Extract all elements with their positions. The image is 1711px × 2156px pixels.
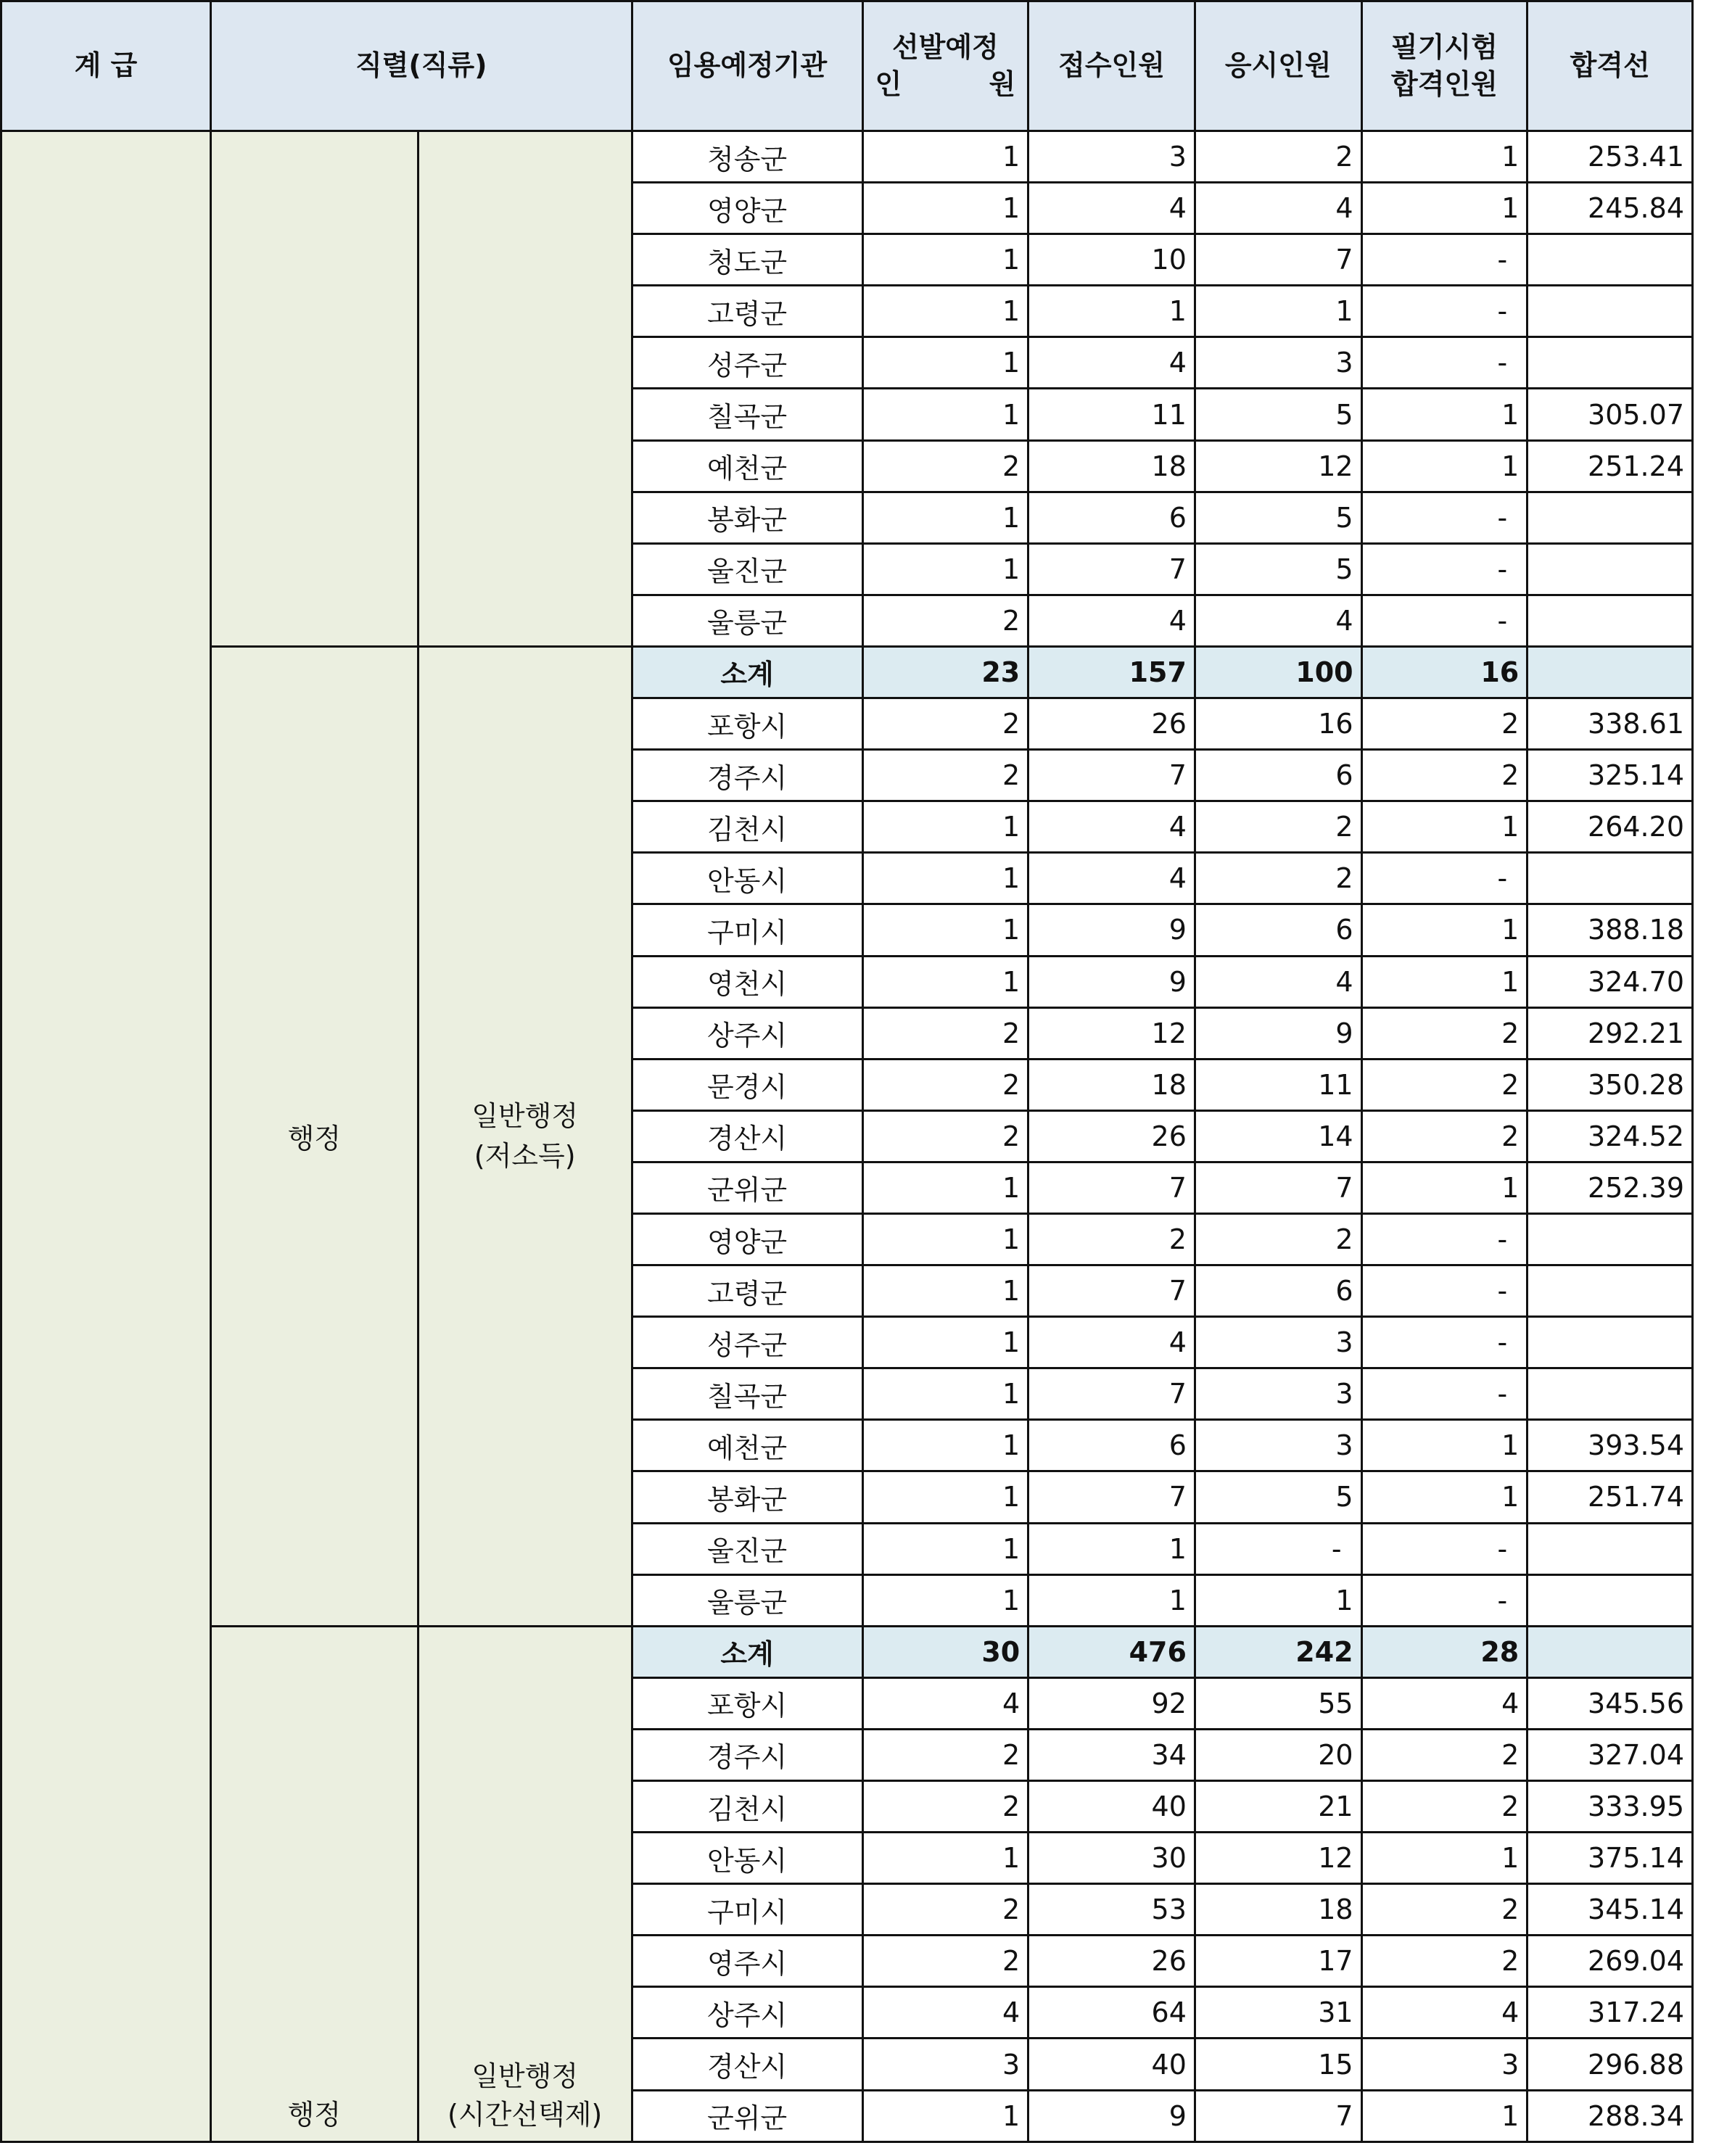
applied-cell: 1 (1028, 1523, 1195, 1574)
cutoff-cell: 393.54 (1527, 1420, 1693, 1471)
agency-cell: 군위군 (632, 1162, 862, 1213)
attended-cell: 5 (1195, 543, 1361, 595)
passed-cell: 1 (1361, 1420, 1527, 1471)
applied-cell: 12 (1028, 1007, 1195, 1059)
planned-cell: 1 (862, 2090, 1028, 2141)
applied-cell: 4 (1028, 853, 1195, 904)
header-cutoff: 합격선 (1527, 1, 1693, 131)
planned-cell: 1 (862, 389, 1028, 440)
planned-cell: 1 (862, 1317, 1028, 1368)
header-grade: 계 급 (1, 1, 211, 131)
planned-cell: 1 (862, 801, 1028, 853)
applied-cell: 9 (1028, 904, 1195, 956)
subtotal-passed: 28 (1361, 1626, 1527, 1677)
attended-cell: 3 (1195, 1420, 1361, 1471)
cutoff-cell: 375.14 (1527, 1833, 1693, 1884)
attended-cell: 4 (1195, 595, 1361, 646)
cutoff-cell (1527, 234, 1693, 286)
planned-cell: 1 (862, 1471, 1028, 1523)
attended-cell: 3 (1195, 337, 1361, 389)
subtotal-attended: 242 (1195, 1626, 1361, 1677)
cutoff-cell: 245.84 (1527, 183, 1693, 234)
cutoff-cell: 251.24 (1527, 440, 1693, 492)
agency-cell: 영주시 (632, 1936, 862, 1987)
applied-cell: 40 (1028, 2039, 1195, 2090)
planned-cell: 2 (862, 595, 1028, 646)
header-series: 직렬(직류) (210, 1, 632, 131)
agency-cell: 울릉군 (632, 595, 862, 646)
subtotal-row (1, 1626, 1693, 1677)
subseries-line2: (시간선택제) (448, 2099, 603, 2131)
cutoff-cell: 296.88 (1527, 2039, 1693, 2090)
planned-cell: 1 (862, 131, 1028, 183)
header-planned-line2 (871, 66, 1021, 103)
agency-cell: 상주시 (632, 1007, 862, 1059)
planned-cell: 1 (862, 183, 1028, 234)
cutoff-cell: 269.04 (1527, 1936, 1693, 1987)
applied-cell: 53 (1028, 1884, 1195, 1936)
cutoff-cell: 305.07 (1527, 389, 1693, 440)
passed-cell: 1 (1361, 131, 1527, 183)
subtotal-row (1, 646, 1693, 698)
series-cell: 행정 (210, 1626, 418, 2141)
planned-cell: 2 (862, 1007, 1028, 1059)
passed-cell: - (1361, 1265, 1527, 1317)
attended-cell: 6 (1195, 1265, 1361, 1317)
applied-cell: 26 (1028, 1936, 1195, 1987)
cutoff-cell: 324.52 (1527, 1110, 1693, 1162)
cutoff-cell: 324.70 (1527, 956, 1693, 1007)
planned-cell: 4 (862, 1677, 1028, 1729)
passed-cell: - (1361, 543, 1527, 595)
applied-cell: 34 (1028, 1729, 1195, 1780)
subseries-line1: 일반행정 (471, 1099, 579, 1132)
agency-cell: 울릉군 (632, 1574, 862, 1626)
series-cell (210, 131, 418, 647)
cutoff-cell (1527, 1213, 1693, 1265)
passed-cell: 1 (1361, 183, 1527, 234)
grade-cell (1, 131, 211, 2142)
attended-cell: 14 (1195, 1110, 1361, 1162)
agency-cell: 봉화군 (632, 492, 862, 543)
applied-cell: 6 (1028, 1420, 1195, 1471)
passed-cell: - (1361, 337, 1527, 389)
passed-cell: 1 (1361, 389, 1527, 440)
agency-cell: 영양군 (632, 1213, 862, 1265)
agency-cell: 성주군 (632, 1317, 862, 1368)
cutoff-cell: 325.14 (1527, 750, 1693, 801)
planned-cell: 1 (862, 1265, 1028, 1317)
agency-cell: 경산시 (632, 1110, 862, 1162)
planned-cell: 1 (862, 1420, 1028, 1471)
applied-cell: 18 (1028, 440, 1195, 492)
cutoff-cell (1527, 1265, 1693, 1317)
passed-cell: - (1361, 853, 1527, 904)
agency-cell: 경산시 (632, 2039, 862, 2090)
passed-cell: 1 (1361, 1162, 1527, 1213)
agency-cell: 고령군 (632, 1265, 862, 1317)
planned-cell: 1 (862, 956, 1028, 1007)
attended-cell: 2 (1195, 131, 1361, 183)
cutoff-cell (1527, 853, 1693, 904)
attended-cell: 20 (1195, 1729, 1361, 1780)
cutoff-cell: 345.56 (1527, 1677, 1693, 1729)
applied-cell: 7 (1028, 1162, 1195, 1213)
cutoff-cell: 327.04 (1527, 1729, 1693, 1780)
applied-cell: 7 (1028, 543, 1195, 595)
attended-cell: 15 (1195, 2039, 1361, 2090)
applied-cell: 92 (1028, 1677, 1195, 1729)
header-attended: 응시인원 (1195, 1, 1361, 131)
applied-cell: 1 (1028, 286, 1195, 337)
passed-cell: - (1361, 234, 1527, 286)
attended-cell: 12 (1195, 1833, 1361, 1884)
planned-cell: 1 (862, 543, 1028, 595)
agency-cell: 예천군 (632, 440, 862, 492)
cutoff-cell (1527, 1523, 1693, 1574)
passed-cell: 1 (1361, 440, 1527, 492)
header-applied: 접수인원 (1028, 1, 1195, 131)
header-planned-line2b: 원 (989, 68, 1016, 100)
applied-cell: 1 (1028, 1574, 1195, 1626)
passed-cell: 2 (1361, 1729, 1527, 1780)
passed-cell: - (1361, 1317, 1527, 1368)
planned-cell: 2 (862, 1781, 1028, 1833)
passed-cell: 1 (1361, 2090, 1527, 2141)
applied-cell: 40 (1028, 1781, 1195, 1833)
passed-cell: 1 (1361, 1471, 1527, 1523)
applied-cell: 3 (1028, 131, 1195, 183)
subtotal-label: 소계 (632, 646, 862, 698)
planned-cell: 1 (862, 1213, 1028, 1265)
planned-cell: 2 (862, 1059, 1028, 1110)
planned-cell: 2 (862, 1729, 1028, 1780)
attended-cell: 7 (1195, 234, 1361, 286)
attended-cell: 6 (1195, 904, 1361, 956)
attended-cell: 1 (1195, 286, 1361, 337)
agency-cell: 김천시 (632, 1781, 862, 1833)
applied-cell: 9 (1028, 956, 1195, 1007)
planned-cell: 2 (862, 1936, 1028, 1987)
cutoff-cell (1527, 1368, 1693, 1420)
cutoff-cell: 338.61 (1527, 698, 1693, 750)
agency-cell: 포항시 (632, 698, 862, 750)
subtotal-applied: 476 (1028, 1626, 1195, 1677)
cutoff-cell (1527, 1317, 1693, 1368)
agency-cell: 고령군 (632, 286, 862, 337)
subseries-cell (418, 131, 632, 647)
attended-cell: - (1195, 1523, 1361, 1574)
agency-cell: 예천군 (632, 1420, 862, 1471)
planned-cell: 1 (862, 1368, 1028, 1420)
agency-cell: 문경시 (632, 1059, 862, 1110)
passed-cell: 2 (1361, 1059, 1527, 1110)
subtotal-passed: 16 (1361, 646, 1527, 698)
planned-cell: 2 (862, 750, 1028, 801)
planned-cell: 1 (862, 286, 1028, 337)
applied-cell: 2 (1028, 1213, 1195, 1265)
cutoff-cell (1527, 595, 1693, 646)
subtotal-cutoff (1527, 1626, 1693, 1677)
attended-cell: 4 (1195, 183, 1361, 234)
agency-cell: 울진군 (632, 1523, 862, 1574)
attended-cell: 1 (1195, 1574, 1361, 1626)
applied-cell: 7 (1028, 1265, 1195, 1317)
passed-cell: - (1361, 1574, 1527, 1626)
applied-cell: 7 (1028, 1471, 1195, 1523)
agency-cell: 경주시 (632, 1729, 862, 1780)
passed-cell: 2 (1361, 1884, 1527, 1936)
agency-cell: 구미시 (632, 1884, 862, 1936)
cutoff-cell (1527, 337, 1693, 389)
subseries-cell (418, 1626, 632, 2141)
attended-cell: 11 (1195, 1059, 1361, 1110)
applied-cell: 4 (1028, 595, 1195, 646)
passed-cell: 2 (1361, 750, 1527, 801)
passed-cell: 3 (1361, 2039, 1527, 2090)
subseries-line1: 일반행정 (471, 2060, 579, 2093)
planned-cell: 1 (862, 904, 1028, 956)
passed-cell: 1 (1361, 904, 1527, 956)
planned-cell: 4 (862, 1987, 1028, 2039)
planned-cell: 1 (862, 853, 1028, 904)
attended-cell: 5 (1195, 1471, 1361, 1523)
planned-cell: 1 (862, 1574, 1028, 1626)
passed-cell: 4 (1361, 1677, 1527, 1729)
passed-cell: 2 (1361, 1781, 1527, 1833)
cutoff-cell (1527, 543, 1693, 595)
series-cell: 행정 (210, 646, 418, 1626)
agency-cell: 안동시 (632, 1833, 862, 1884)
passed-cell: 1 (1361, 956, 1527, 1007)
table-row (1, 131, 1693, 183)
agency-cell: 청송군 (632, 131, 862, 183)
cutoff-cell: 350.28 (1527, 1059, 1693, 1110)
applied-cell: 4 (1028, 1317, 1195, 1368)
planned-cell: 1 (862, 234, 1028, 286)
applied-cell: 7 (1028, 750, 1195, 801)
attended-cell: 16 (1195, 698, 1361, 750)
cutoff-cell: 292.21 (1527, 1007, 1693, 1059)
passed-cell: 2 (1361, 1936, 1527, 1987)
applied-cell: 26 (1028, 698, 1195, 750)
passed-cell: 2 (1361, 1110, 1527, 1162)
agency-cell: 경주시 (632, 750, 862, 801)
applied-cell: 7 (1028, 1368, 1195, 1420)
passed-cell: 1 (1361, 801, 1527, 853)
passed-cell: 1 (1361, 1833, 1527, 1884)
applied-cell: 4 (1028, 801, 1195, 853)
cutoff-cell: 288.34 (1527, 2090, 1693, 2141)
applied-cell: 6 (1028, 492, 1195, 543)
header-agency: 임용예정기관 (632, 1, 862, 131)
cutoff-cell: 253.41 (1527, 131, 1693, 183)
attended-cell: 31 (1195, 1987, 1361, 2039)
agency-cell: 영양군 (632, 183, 862, 234)
cutoff-cell: 345.14 (1527, 1884, 1693, 1936)
agency-cell: 청도군 (632, 234, 862, 286)
planned-cell: 1 (862, 1523, 1028, 1574)
attended-cell: 7 (1195, 1162, 1361, 1213)
agency-cell: 울진군 (632, 543, 862, 595)
cutoff-cell: 388.18 (1527, 904, 1693, 956)
passed-cell: 2 (1361, 698, 1527, 750)
planned-cell: 2 (862, 698, 1028, 750)
attended-cell: 5 (1195, 389, 1361, 440)
header-row (1, 1, 1693, 131)
subtotal-applied: 157 (1028, 646, 1195, 698)
agency-cell: 안동시 (632, 853, 862, 904)
planned-cell: 1 (862, 1833, 1028, 1884)
passed-cell: 4 (1361, 1987, 1527, 2039)
attended-cell: 21 (1195, 1781, 1361, 1833)
agency-cell: 칠곡군 (632, 1368, 862, 1420)
passed-cell: - (1361, 595, 1527, 646)
planned-cell: 1 (862, 492, 1028, 543)
applied-cell: 4 (1028, 183, 1195, 234)
applied-cell: 64 (1028, 1987, 1195, 2039)
planned-cell: 1 (862, 337, 1028, 389)
attended-cell: 4 (1195, 956, 1361, 1007)
agency-cell: 군위군 (632, 2090, 862, 2141)
attended-cell: 7 (1195, 2090, 1361, 2141)
applied-cell: 4 (1028, 337, 1195, 389)
agency-cell: 김천시 (632, 801, 862, 853)
passed-cell: - (1361, 1213, 1527, 1265)
applied-cell: 18 (1028, 1059, 1195, 1110)
agency-cell: 칠곡군 (632, 389, 862, 440)
attended-cell: 2 (1195, 853, 1361, 904)
cutoff-cell: 252.39 (1527, 1162, 1693, 1213)
cutoff-cell: 251.74 (1527, 1471, 1693, 1523)
passed-cell: 2 (1361, 1007, 1527, 1059)
header-written-line1: 필기시험 (1390, 30, 1498, 63)
attended-cell: 5 (1195, 492, 1361, 543)
applied-cell: 11 (1028, 389, 1195, 440)
cutoff-cell (1527, 286, 1693, 337)
applied-cell: 9 (1028, 2090, 1195, 2141)
agency-cell: 영천시 (632, 956, 862, 1007)
subtotal-label: 소계 (632, 1626, 862, 1677)
planned-cell: 2 (862, 1110, 1028, 1162)
agency-cell: 구미시 (632, 904, 862, 956)
attended-cell: 55 (1195, 1677, 1361, 1729)
attended-cell: 3 (1195, 1368, 1361, 1420)
cutoff-cell: 264.20 (1527, 801, 1693, 853)
agency-cell: 상주시 (632, 1987, 862, 2039)
passed-cell: - (1361, 1368, 1527, 1420)
attended-cell: 3 (1195, 1317, 1361, 1368)
subseries-cell (418, 646, 632, 1626)
cutoff-cell: 317.24 (1527, 1987, 1693, 2039)
header-written-line2: 합격인원 (1390, 68, 1498, 100)
attended-cell: 2 (1195, 1213, 1361, 1265)
planned-cell: 3 (862, 2039, 1028, 2090)
subtotal-cutoff (1527, 646, 1693, 698)
header-planned-line2a: 인 (875, 68, 902, 100)
subseries-line2: (저소득) (474, 1139, 576, 1172)
attended-cell: 6 (1195, 750, 1361, 801)
applied-cell: 30 (1028, 1833, 1195, 1884)
agency-cell: 포항시 (632, 1677, 862, 1729)
header-planned (862, 1, 1028, 131)
attended-cell: 9 (1195, 1007, 1361, 1059)
subtotal-attended: 100 (1195, 646, 1361, 698)
applied-cell: 26 (1028, 1110, 1195, 1162)
table-body (1, 131, 1693, 2142)
agency-cell: 성주군 (632, 337, 862, 389)
planned-cell: 2 (862, 1884, 1028, 1936)
passed-cell: - (1361, 1523, 1527, 1574)
header-planned-line1: 선발예정 (891, 30, 999, 63)
attended-cell: 18 (1195, 1884, 1361, 1936)
planned-cell: 2 (862, 440, 1028, 492)
header-written-passed (1361, 1, 1527, 131)
cutoff-cell: 333.95 (1527, 1781, 1693, 1833)
agency-cell: 봉화군 (632, 1471, 862, 1523)
attended-cell: 12 (1195, 440, 1361, 492)
cutoff-cell (1527, 492, 1693, 543)
passed-cell: - (1361, 492, 1527, 543)
attended-cell: 17 (1195, 1936, 1361, 1987)
cutoff-cell (1527, 1574, 1693, 1626)
passed-cell: - (1361, 286, 1527, 337)
attended-cell: 2 (1195, 801, 1361, 853)
subtotal-planned: 23 (862, 646, 1028, 698)
applied-cell: 10 (1028, 234, 1195, 286)
planned-cell: 1 (862, 1162, 1028, 1213)
subtotal-planned: 30 (862, 1626, 1028, 1677)
